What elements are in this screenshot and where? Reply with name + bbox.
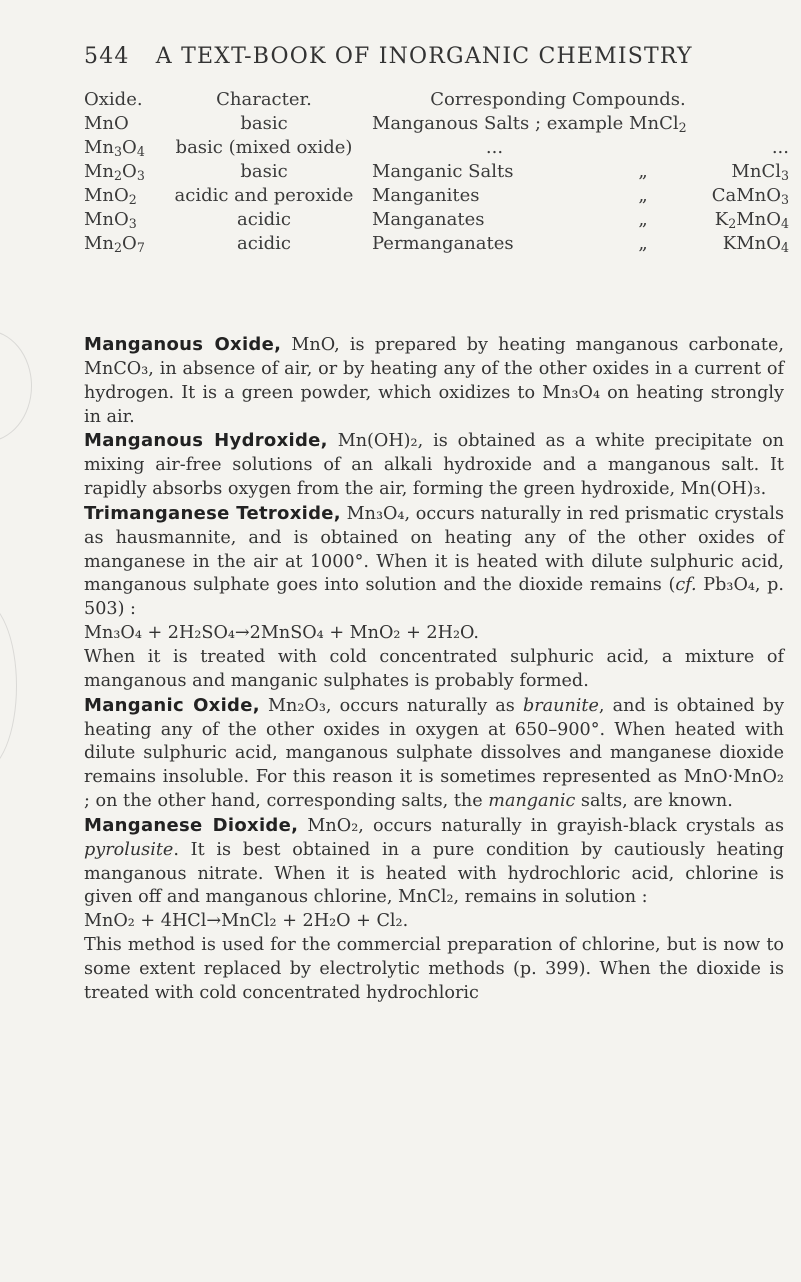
character-cell: basic (mixed oxide) bbox=[175, 137, 353, 158]
table-header-row bbox=[84, 88, 789, 112]
paragraph-sulphates: When it is treated with cold concentrated sulphuric acid, a mixture of manganous and manganic sulphates is probably formed. bbox=[84, 646, 784, 691]
term-manganous-oxide: Manganous Oxide, bbox=[84, 334, 282, 355]
example-cell: MnCl$_3$ bbox=[731, 161, 789, 184]
table-row bbox=[84, 208, 789, 232]
oxide-cell: MnO$_2$ bbox=[84, 185, 137, 208]
ditto-cell bbox=[617, 136, 669, 160]
page-number: 544 bbox=[84, 44, 130, 69]
running-title: A TEXT-BOOK OF INORGANIC CHEMISTRY bbox=[155, 44, 693, 69]
character-cell: basic bbox=[240, 161, 288, 182]
compounds-cell: Manganous Salts ; example MnCl$_2$ bbox=[372, 113, 687, 136]
example-cell: ... bbox=[771, 137, 789, 158]
example-cell: $K_2MnO_4$ bbox=[714, 209, 789, 232]
oxide-cell: $Mn_2O_7$ bbox=[84, 233, 145, 256]
paragraph-manganous-hydroxide: Manganous Hydroxide, Mn(OH)₂, is obtained as a white precipitate on mixing air-free solutions of an alkali hydroxide and a manganous salt. It rapidly absorbs oxygen from the air, forming the green hydroxide, Mn(OH)₃. bbox=[84, 430, 784, 500]
equation-hydrochloric: MnO₂ + 4HCl→MnCl₂ + 2H₂O + Cl₂. bbox=[84, 911, 409, 932]
table-row bbox=[84, 232, 789, 256]
oxide-cell: MnO bbox=[84, 113, 129, 134]
example-cell: KMnO$_4$ bbox=[722, 233, 789, 256]
oxide-cell: MnO$_3$ bbox=[84, 209, 137, 232]
page-stain bbox=[0, 330, 32, 442]
ditto-cell: „ bbox=[638, 185, 648, 206]
character-cell: acidic bbox=[237, 209, 291, 230]
table-row bbox=[84, 160, 789, 184]
table-row bbox=[84, 184, 789, 208]
paragraph-trimanganese-tetroxide: Trimanganese Tetroxide, Mn₃O₄, occurs naturally in red prismatic crystals as hausmannite, and is obtained on heating any of the other oxides of manganese in the air at 1000°. When it is heated with dilute sulphuric acid, manganous sulphate goes into solution and the dioxide remains (cf. Pb₃O₄, p. 503) : bbox=[84, 502, 784, 620]
compounds-cell: Manganites bbox=[372, 185, 480, 206]
character-cell: basic bbox=[240, 113, 288, 134]
paragraph-manganese-dioxide: Manganese Dioxide, MnO₂, occurs naturally in grayish-black crystals as pyrolusite. It is best obtained in a pure condition by cautiously heating manganous nitrate. When it is heated with hydrochloric acid, chlorine is given off and manganous chlorine, MnCl₂, remains in solution : bbox=[84, 814, 784, 908]
term-trimanganese-tetroxide: Trimanganese Tetroxide, bbox=[84, 502, 341, 524]
ditto-cell: „ bbox=[638, 233, 648, 254]
running-header bbox=[84, 44, 693, 69]
paragraph-manganic-oxide: Manganic Oxide, Mn₂O₃, occurs naturally as braunite, and is obtained by heating any of the other oxides in oxygen at 650–900°. When heated with dilute sulphuric acid, manganous sulphate dissolves and manganese dioxide remains insoluble. For this reason it is sometimes represented as MnO·MnO₂ ; on the other hand, corresponding salts, the manganic salts, are known. bbox=[84, 694, 785, 812]
table-row bbox=[84, 136, 789, 160]
term-manganous-hydroxide: Manganous Hydroxide, bbox=[84, 430, 328, 452]
term-manganic-oxide: Manganic Oxide, bbox=[84, 694, 260, 716]
compounds-cell: Manganates bbox=[372, 209, 485, 230]
ditto-cell: „ bbox=[638, 161, 648, 182]
example-cell: CaMnO$_3$ bbox=[711, 185, 789, 208]
equation-sulphuric: Mn₃O₄ + 2H₂SO₄→2MnSO₄ + MnO₂ + 2H₂O. bbox=[84, 623, 479, 644]
oxide-cell: $Mn_2O_3$ bbox=[84, 161, 145, 184]
character-cell: acidic and peroxide bbox=[174, 185, 354, 206]
compounds-cell: Permanganates bbox=[372, 233, 514, 254]
body-text bbox=[84, 333, 784, 1006]
oxides-table bbox=[84, 88, 789, 256]
compounds-cell: ... bbox=[485, 137, 504, 158]
paragraph-chlorine-preparation: This method is used for the commercial preparation of chlorine, but is now to some extent replaced by electrolytic methods (p. 399). When the dioxide is treated with cold concentrated hydrochloric bbox=[84, 935, 784, 1003]
header-oxide: Oxide. bbox=[84, 89, 143, 110]
compounds-cell: Manganic Salts bbox=[372, 161, 514, 182]
oxide-cell: $Mn_3O_4$ bbox=[84, 137, 145, 160]
page-stain bbox=[0, 600, 17, 772]
character-cell: acidic bbox=[237, 233, 291, 254]
table-row bbox=[84, 112, 789, 136]
ditto-cell: „ bbox=[638, 209, 648, 230]
term-manganese-dioxide: Manganese Dioxide, bbox=[84, 814, 299, 836]
header-character: Character. bbox=[216, 89, 312, 110]
paragraph-manganous-oxide: Manganous Oxide, MnO, is prepared by heating manganous carbonate, MnCO₃, in absence of air, or by heating any of the other oxides in a current of hydrogen. It is a green powder, which oxidizes to Mn₃O₄ on heating strongly in air. bbox=[84, 334, 785, 427]
header-compounds: Corresponding Compounds. bbox=[430, 89, 686, 110]
